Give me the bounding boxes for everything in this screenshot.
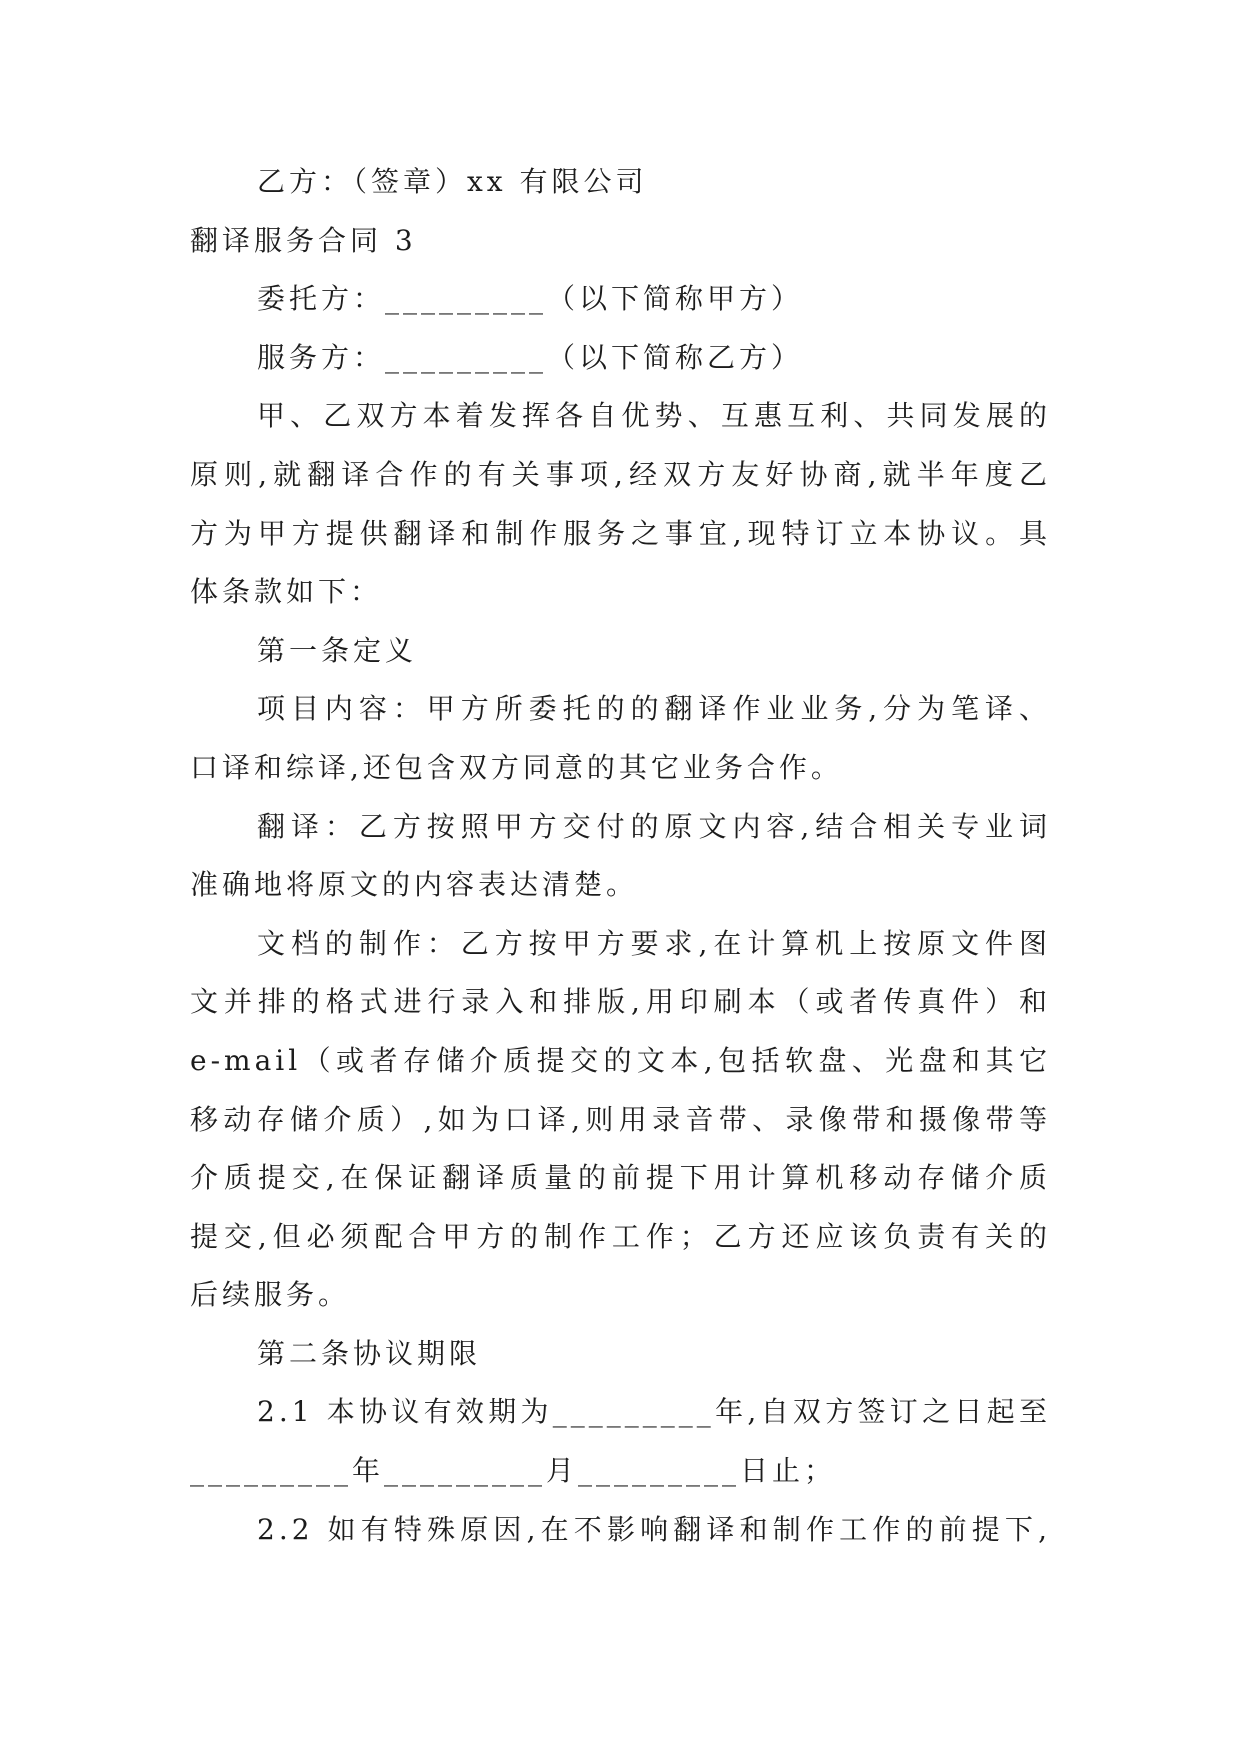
paragraph-line: 体条款如下： xyxy=(190,575,383,609)
paragraph-line: 委托方：_________（以下简称甲方） xyxy=(257,282,804,316)
paragraph-line: 甲、乙双方本着发挥各自优势、互惠互利、共同发展的 xyxy=(257,399,1051,433)
translation-definition-paragraph xyxy=(190,798,1051,915)
paragraph-line: 原则,就翻译合作的有关事项,经双方友好协商,就半年度乙 xyxy=(190,457,1051,491)
party-b-signature xyxy=(190,153,1051,212)
paragraph-line: e-mail（或者存储介质提交的文本,包括软盘、光盘和其它 xyxy=(190,1043,1051,1077)
contract-title xyxy=(190,212,1051,271)
client-party-line xyxy=(190,270,1051,329)
paragraph-line: 移动存储介质）,如为口译,则用录音带、录像带和摄像带等 xyxy=(190,1102,1051,1136)
preamble-paragraph xyxy=(190,387,1051,621)
paragraph-line: 乙方：（签章）xx 有限公司 xyxy=(257,165,648,198)
paragraph-line: 翻译服务合同 3 xyxy=(190,223,417,257)
paragraph-line: _________年_________月_________日止； xyxy=(190,1454,837,1488)
paragraph-line: 介质提交,在保证翻译质量的前提下用计算机移动存储介质 xyxy=(190,1161,1051,1195)
clause-2-2 xyxy=(190,1501,1051,1560)
paragraph-line: 提交,但必须配合甲方的制作工作；乙方还应该负责有关的 xyxy=(190,1219,1051,1253)
document-body xyxy=(190,153,1051,1559)
paragraph-line: 第一条定义 xyxy=(257,633,418,667)
paragraph-line: 方为甲方提供翻译和制作服务之事宜,现特订立本协议。具 xyxy=(190,516,1051,550)
paragraph-line: 项目内容：甲方所委托的的翻译作业业务,分为笔译、 xyxy=(257,692,1051,726)
paragraph-line: 翻译：乙方按照甲方交付的原文内容,结合相关专业词 xyxy=(257,809,1051,843)
paragraph-line: 2.2 如有特殊原因,在不影响翻译和制作工作的前提下, xyxy=(257,1512,1051,1546)
article-1-heading xyxy=(190,622,1051,681)
article-2-heading xyxy=(190,1325,1051,1384)
clause-2-1 xyxy=(190,1383,1051,1500)
paragraph-line: 口译和综译,还包含双方同意的其它业务合作。 xyxy=(190,750,843,784)
paragraph-line: 服务方：_________（以下简称乙方） xyxy=(257,340,804,374)
document-production-paragraph xyxy=(190,915,1051,1325)
project-content-paragraph xyxy=(190,680,1051,797)
paragraph-line: 第二条协议期限 xyxy=(257,1336,482,1370)
paragraph-line: 准确地将原文的内容表达清楚。 xyxy=(190,868,639,902)
provider-party-line xyxy=(190,329,1051,388)
paragraph-line: 后续服务。 xyxy=(190,1278,351,1312)
paragraph-line: 文并排的格式进行录入和排版,用印刷本（或者传真件）和 xyxy=(190,985,1051,1019)
paragraph-line: 2.1 本协议有效期为_________年,自双方签订之日起至 xyxy=(257,1395,1051,1429)
paragraph-line: 文档的制作：乙方按甲方要求,在计算机上按原文件图 xyxy=(257,926,1051,960)
